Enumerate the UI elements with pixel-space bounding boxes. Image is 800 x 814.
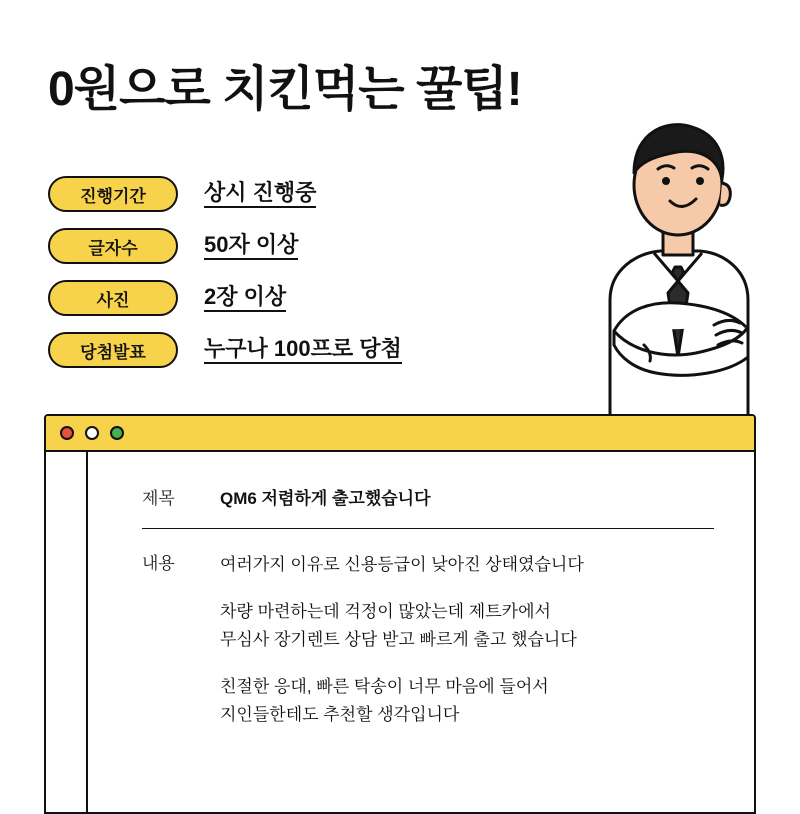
post-content: [88, 452, 754, 812]
post-paragraph: 친절한 응대, 빠른 탁송이 너무 마음에 들어서 지인들한테도 추천할 생각입니다: [220, 677, 549, 724]
post-body-row: [142, 551, 714, 729]
spec-value-length: 50자 이상: [204, 232, 298, 260]
post-paragraph: 차량 마련하는데 걱정이 많았는데 제트카에서 무심사 장기렌트 상담 받고 빠르게 출고 했습니다: [220, 602, 577, 649]
window-minimize-dot[interactable]: [85, 426, 99, 440]
spec-row: [48, 224, 568, 268]
review-window: [44, 414, 756, 814]
spec-row: [48, 276, 568, 320]
businessman-illustration: [548, 95, 778, 425]
window-sidebar: [46, 452, 88, 812]
spec-value-period: 상시 진행중: [204, 180, 316, 208]
window-close-dot[interactable]: [60, 426, 74, 440]
window-maximize-dot[interactable]: [110, 426, 124, 440]
window-titlebar: [46, 416, 754, 452]
post-divider: [142, 528, 714, 529]
post-title-row: [142, 486, 714, 512]
post-title-label: 제목: [142, 489, 175, 508]
post-title-value: QM6 저렴하게 출고했습니다: [220, 489, 431, 508]
window-body: [46, 452, 754, 812]
post-body-text: [220, 551, 584, 729]
event-spec-list: [48, 172, 568, 380]
spec-row: [48, 172, 568, 216]
page-title: 0원으로 치킨먹는 꿀팁!: [48, 63, 522, 116]
post-content-label: 내용: [142, 553, 175, 573]
spec-row: [48, 328, 568, 372]
spec-pill-photos: 사진: [48, 280, 178, 316]
post-paragraph: 여러가지 이유로 신용등급이 낮아진 상태였습니다: [220, 554, 584, 574]
spec-pill-announcement: 당첨발표: [48, 332, 178, 368]
spec-value-photos: 2장 이상: [204, 284, 286, 312]
spec-value-announcement: 누구나 100프로 당첨: [204, 336, 402, 364]
spec-pill-length: 글자수: [48, 228, 178, 264]
spec-pill-period: 진행기간: [48, 176, 178, 212]
